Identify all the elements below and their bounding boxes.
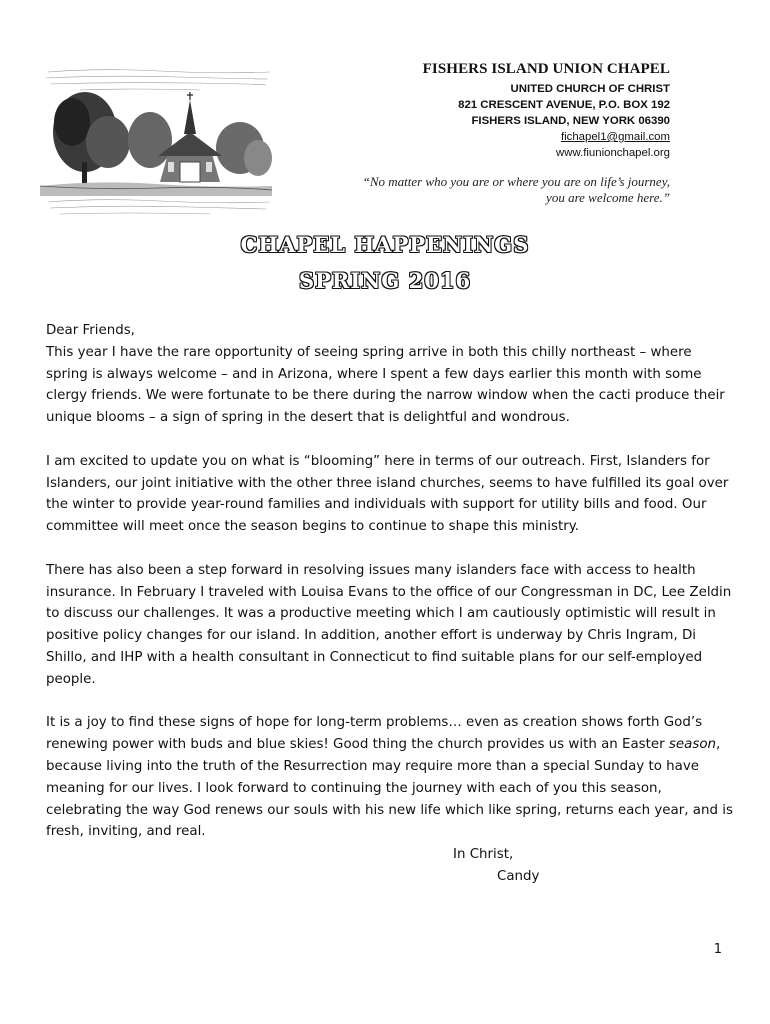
paragraph-outreach: I am excited to update you on what is “blooming” here in terms of our outreach. First, Islanders for Islanders, our joint initiative with the other three island churches, seems to have fulfilled its goal over the winter to provide year-round families and individuals with support for utility bills and food. Our committee will meet once the season begins to continue to shape this ministry. [46, 453, 729, 535]
motto-line-1: “No matter who you are or where you are on life’s journey, [362, 174, 670, 189]
denomination: UNITED CHURCH OF CHRIST [510, 83, 670, 95]
season-emphasis: season [668, 737, 716, 753]
email-link[interactable]: fichapel1@gmail.com [560, 131, 670, 143]
page-number: 1 [713, 942, 722, 957]
city-address: FISHERS ISLAND, NEW YORK 06390 [471, 115, 670, 127]
paragraph-easter-start: It is a joy to find these signs of hope for long-term problems… even as creation shows forth God’s renewing power with buds and blue skies! Good thing the church provides us with an Easter [46, 715, 703, 753]
greeting: Dear Friends, [46, 323, 135, 338]
website-link[interactable]: www.fiunionchapel.org [556, 147, 670, 159]
motto-line-2: you are welcome here.” [546, 190, 670, 205]
signature: Candy [497, 869, 540, 884]
paragraph-cacti: This year I have the rare opportunity of seeing spring arrive in both this chilly northeast – where spring is always welcome – and in Arizona, where I spent a few days earlier this month with some clergy friends. We were fortunate to be there during the narrow window when the cacti produce their unique blooms – a sign of spring in the desert that is delightful and wondrous. [46, 344, 725, 426]
letter-body [46, 320, 736, 865]
newsletter-season: SPRING 2016 [298, 268, 472, 293]
closing: In Christ, [453, 847, 514, 862]
paragraph-easter-end: , because living into the truth of the Resurrection may require more than a special Sunday to have meaning for our lives. I look forward to continuing the journey with each of you this season, celebrating the way God renews our souls with his new life which like spring, returns each year, and is fresh, inviting, and real. [46, 737, 733, 840]
paragraph-easter [46, 712, 736, 843]
chapel-illustration [40, 62, 272, 218]
organization-name: FISHERS ISLAND UNION CHAPEL [422, 61, 670, 77]
paragraph-health-insurance: There has also been a step forward in resolving issues many islanders face with access to health insurance. In February I traveled with Louisa Evans to the office of our Congressman in DC, Lee Zeldin to discuss our challenges. It was a productive meeting which I am cautiously optimistic will result in positive policy changes for our island. In addition, another effort is underway by Chris Ingram, Di Shillo, and IHP with a health consultant in Connecticut to find suitable plans for our self-employed people. [46, 562, 732, 687]
street-address: 821 CRESCENT AVENUE, P.O. BOX 192 [458, 99, 670, 111]
motto [363, 174, 670, 206]
newsletter-title: CHAPEL HAPPENINGS [240, 232, 530, 257]
letterhead [423, 61, 670, 161]
